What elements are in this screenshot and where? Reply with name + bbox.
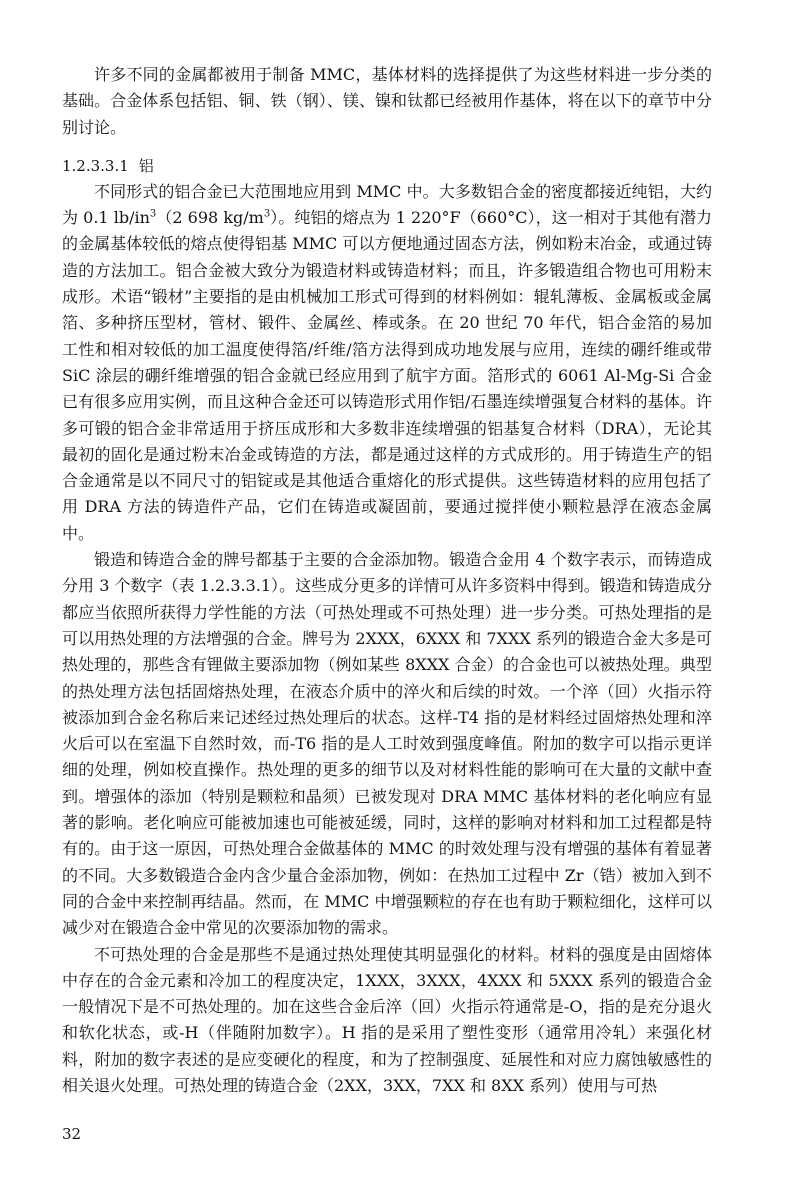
section-heading — [62, 153, 712, 179]
p1-text-a: 不同形式的铝合金已大范围地应用到 MMC 中。大多数铝合金的密度都接近纯铝，大约为 0.1 lb/in — [62, 181, 712, 228]
p1-text-b: （2 698 kg/m — [156, 208, 264, 228]
paragraph-non-heat-treatable: 不可热处理的合金是那些不是通过热处理使其明显强化的材料。材料的强度是由固熔体中存在的合金元素和冷加工的程度决定，1XXX，3XXX，4XXX 和 5XXX 系列的锻造合金一般情况下是不可热处理的。加在这些合金后淬（回）火指示符通常是-O，指的是充分退火和软化状态，或-H（伴随附加数字）。H 指的是采用了塑性变形（通常用冷轧）来强化材料，附加的数字表述的是应变硬化的程度，和为了控制强度、延展性和对应力腐蚀敏感性的相关退火处理。可热处理的铸造合金（2XX，3XX，7XX 和 8XX 系列）使用与可热 — [62, 944, 712, 1095]
superscript-3: 3 — [263, 208, 271, 220]
section-number: 1.2.3.3.1 — [62, 156, 129, 175]
page-body — [62, 62, 712, 1099]
paragraph-alloy-designations: 锻造和铸造合金的牌号都基于主要的合金添加物。锻造合金用 4 个数字表示，而铸造成分用 3 个数字（表 1.2.3.3.1）。这些成分更多的详情可从许多资料中得到。锻造和铸造成分都应当依照所获得力学性能的方法（可热处理或不可热处理）进一步分类。可热处理指的是可以用热处理的方法增强的合金。牌号为 2XXX，6XXX 和 7XXX 系列的锻造合金大多是可热处理的，那些含有锂做主要添加物（例如某些 8XXX 合金）的合金也可以被热处理。典型的热处理方法包括固熔热处理，在液态介质中的淬火和后续的时效。一个淬（回）火指示符被添加到合金名称后来记述经过热处理后的状态。这样-T4 指的是材料经过固熔热处理和淬火后可以在室温下自然时效，而-T6 指的是人工时效到强度峰值。附加的数字可以指示更详细的处理，例如校直操作。热处理的更多的细节以及对材料性能的影响可在大量的文献中查到。增强体的添加（特别是颗粒和晶须）已被发现对 DRA MMC 基体材料的老化响应有显著的影响。老化响应可能被加速也可能被延缓，同时，这样的影响对材料和加工过程都是特有的。由于这一原因，可热处理合金做基体的 MMC 的时效处理与没有增强的基体有着显著的不同。大多数锻造合金内含少量合金添加物，例如：在热加工过程中 Zr（锆）被加入到不同的合金中来控制再结晶。然而，在 MMC 中增强颗粒的存在也有助于颗粒细化，这样可以减少对在锻造合金中常见的次要添加物的需求。 — [62, 550, 712, 938]
page-number: 32 — [62, 1125, 82, 1143]
superscript-3: 3 — [149, 208, 157, 220]
p1-text-c: ）。纯铝的熔点为 1 220°F（660°C），这一相对于其他有潜力的金属基体较低的熔点使得铝基 MMC 可以方便地通过固态方法，例如粉末冶金，或通过铸造的方法加工。铝合金被大致分为锻造材料或铸造材料；而且，许多锻造组合物也可用粉末成形。术语“锻材”主要指的是由机械加工形式可得到的材料例如：辊轧薄板、金属板或金属箔、多种挤压型材，管材、锻件、金属丝、棒或条。在 20 世纪 70 年代，铝合金箔的易加工性和相对较低的加工温度使得箔/纤维/箔方法得到成功地发展与应用，连续的硼纤维或带 SiC 涂层的硼纤维增强的铝合金就已经应用到了航宇方面。箔形式的 6061 Al-Mg-Si 合金已有很多应用实例，而且这种合金还可以铸造形式用作铝/石墨连续增强复合材料的基体。许多可锻的铝合金非常适用于挤压成形和大多数非连续增强的铝基复合材料（DRA），无论其最初的固化是通过粉末冶金或铸造的方法，都是通过这样的方式成形的。用于铸造生产的铝合金通常是以不同尺寸的铝锭或是其他适合重熔化的形式提供。这些铸造材料的应用包括了用 DRA 方法的铸造件产品，它们在铸造或凝固前，要通过搅拌使小颗粒悬浮在液态金属中。 — [62, 208, 712, 543]
paragraph-aluminum-forms — [62, 179, 712, 547]
intro-paragraph: 许多不同的金属都被用于制备 MMC，基体材料的选择提供了为这些材料进一步分类的基础。合金体系包括铝、铜、铁（钢）、镁、镍和钛都已经被用作基体，将在以下的章节中分别讨论。 — [62, 65, 712, 137]
section-title: 铝 — [138, 156, 154, 175]
